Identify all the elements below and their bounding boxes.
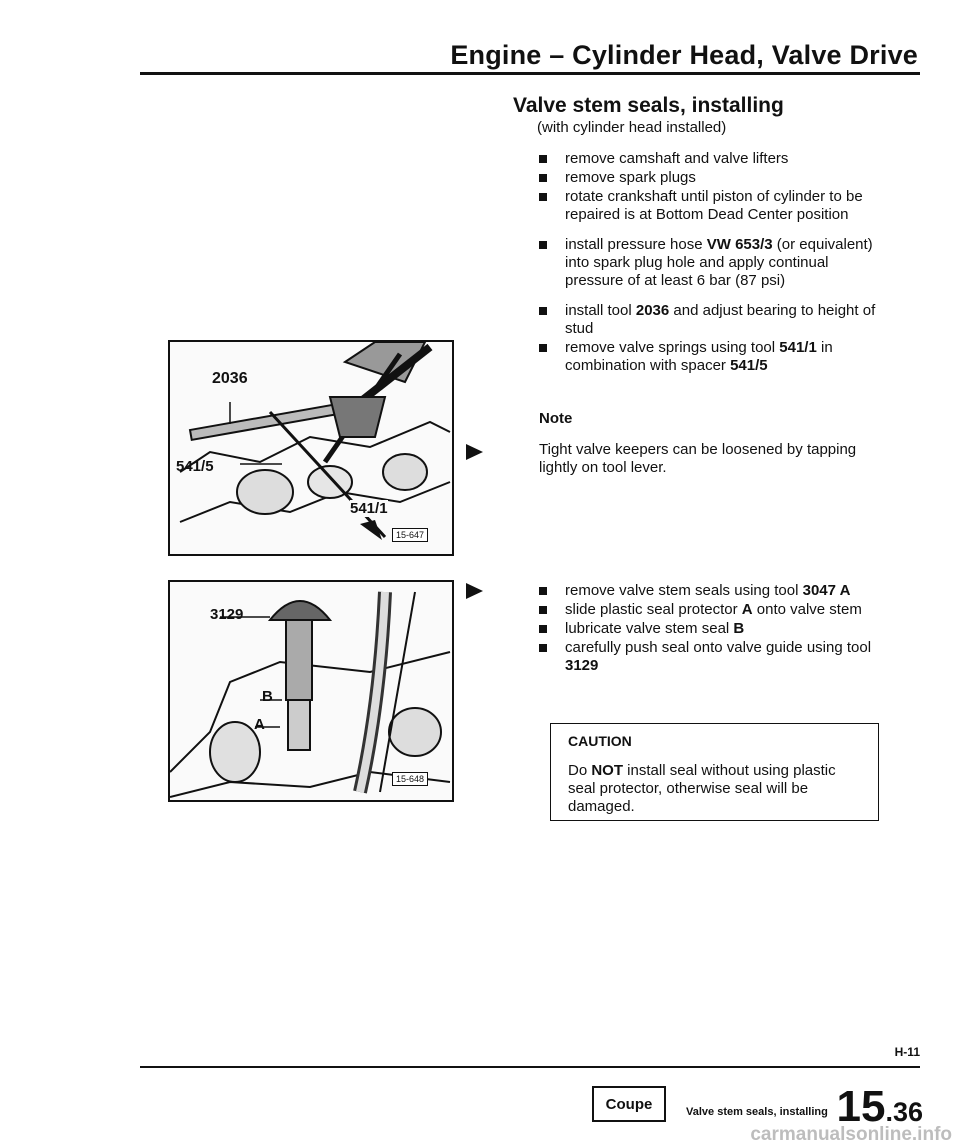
list-item-lubricate: lubricate valve stem seal B — [539, 620, 889, 638]
figure-1-label: 541/1 — [350, 500, 388, 517]
figure-2-label: 3129 — [210, 606, 244, 623]
footer-section-name: Valve stem seals, installing — [686, 1106, 828, 1118]
figure-2-reference: 15-648 — [392, 772, 428, 786]
list-item-seal-protector: slide plastic seal protector A onto valve stem — [539, 601, 889, 619]
note-title: Note — [539, 410, 573, 427]
figure-1-label: 2036 — [212, 370, 248, 387]
figure-2-label: A — [254, 716, 265, 733]
section-subtitle: (with cylinder head installed) — [537, 119, 727, 136]
figure-seal-install-tool — [168, 580, 454, 802]
steps-list-2 — [539, 582, 889, 676]
list-item: remove spark plugs — [539, 169, 889, 187]
list-item: rotate crankshaft until piston of cylinder to be repaired is at Bottom Dead Center position — [539, 188, 889, 224]
list-item-pressure-hose: install pressure hose VW 653/3 (or equivalent) into spark plug hole and apply continual pressure of at least 6 bar (87 psi) — [539, 236, 889, 290]
page-header-title: Engine – Cylinder Head, Valve Drive — [450, 40, 918, 70]
caution-title: CAUTION — [568, 733, 632, 749]
list-item-valve-springs: remove valve springs using tool 541/1 in combination with spacer 541/5 — [539, 339, 889, 375]
page-code: H-11 — [894, 1045, 920, 1059]
figure-2-label: B — [262, 688, 273, 705]
footer-rule — [140, 1066, 920, 1068]
figure-1-label: 541/5 — [176, 458, 214, 475]
watermark: carmanualsonline.info — [750, 1124, 952, 1145]
list-item-tool-2036: install tool 2036 and adjust bearing to height of stud — [539, 302, 889, 338]
figure-1-reference: 15-647 — [392, 528, 428, 542]
caution-text: Do NOT install seal without using plastic seal protector, otherwise seal will be damaged. — [568, 762, 836, 815]
list-item-push-seal: carefully push seal onto valve guide using tool 3129 — [539, 639, 889, 675]
steps-list-1 — [539, 150, 889, 376]
section-title: Valve stem seals, installing — [513, 94, 784, 117]
figure-valve-spring-tool — [168, 340, 454, 556]
figure-pointer-arrow-1 — [466, 444, 483, 460]
note-text: Tight valve keepers can be loosened by tapping lightly on tool lever. — [539, 441, 857, 476]
page-number: 15.36 — [836, 1082, 923, 1131]
list-item-remove-seals: remove valve stem seals using tool 3047 A — [539, 582, 889, 600]
model-badge: Coupe — [592, 1086, 666, 1122]
figure-pointer-arrow-2 — [466, 583, 483, 599]
header-rule — [140, 72, 920, 75]
list-item: remove camshaft and valve lifters — [539, 150, 889, 168]
caution-box — [550, 723, 879, 821]
